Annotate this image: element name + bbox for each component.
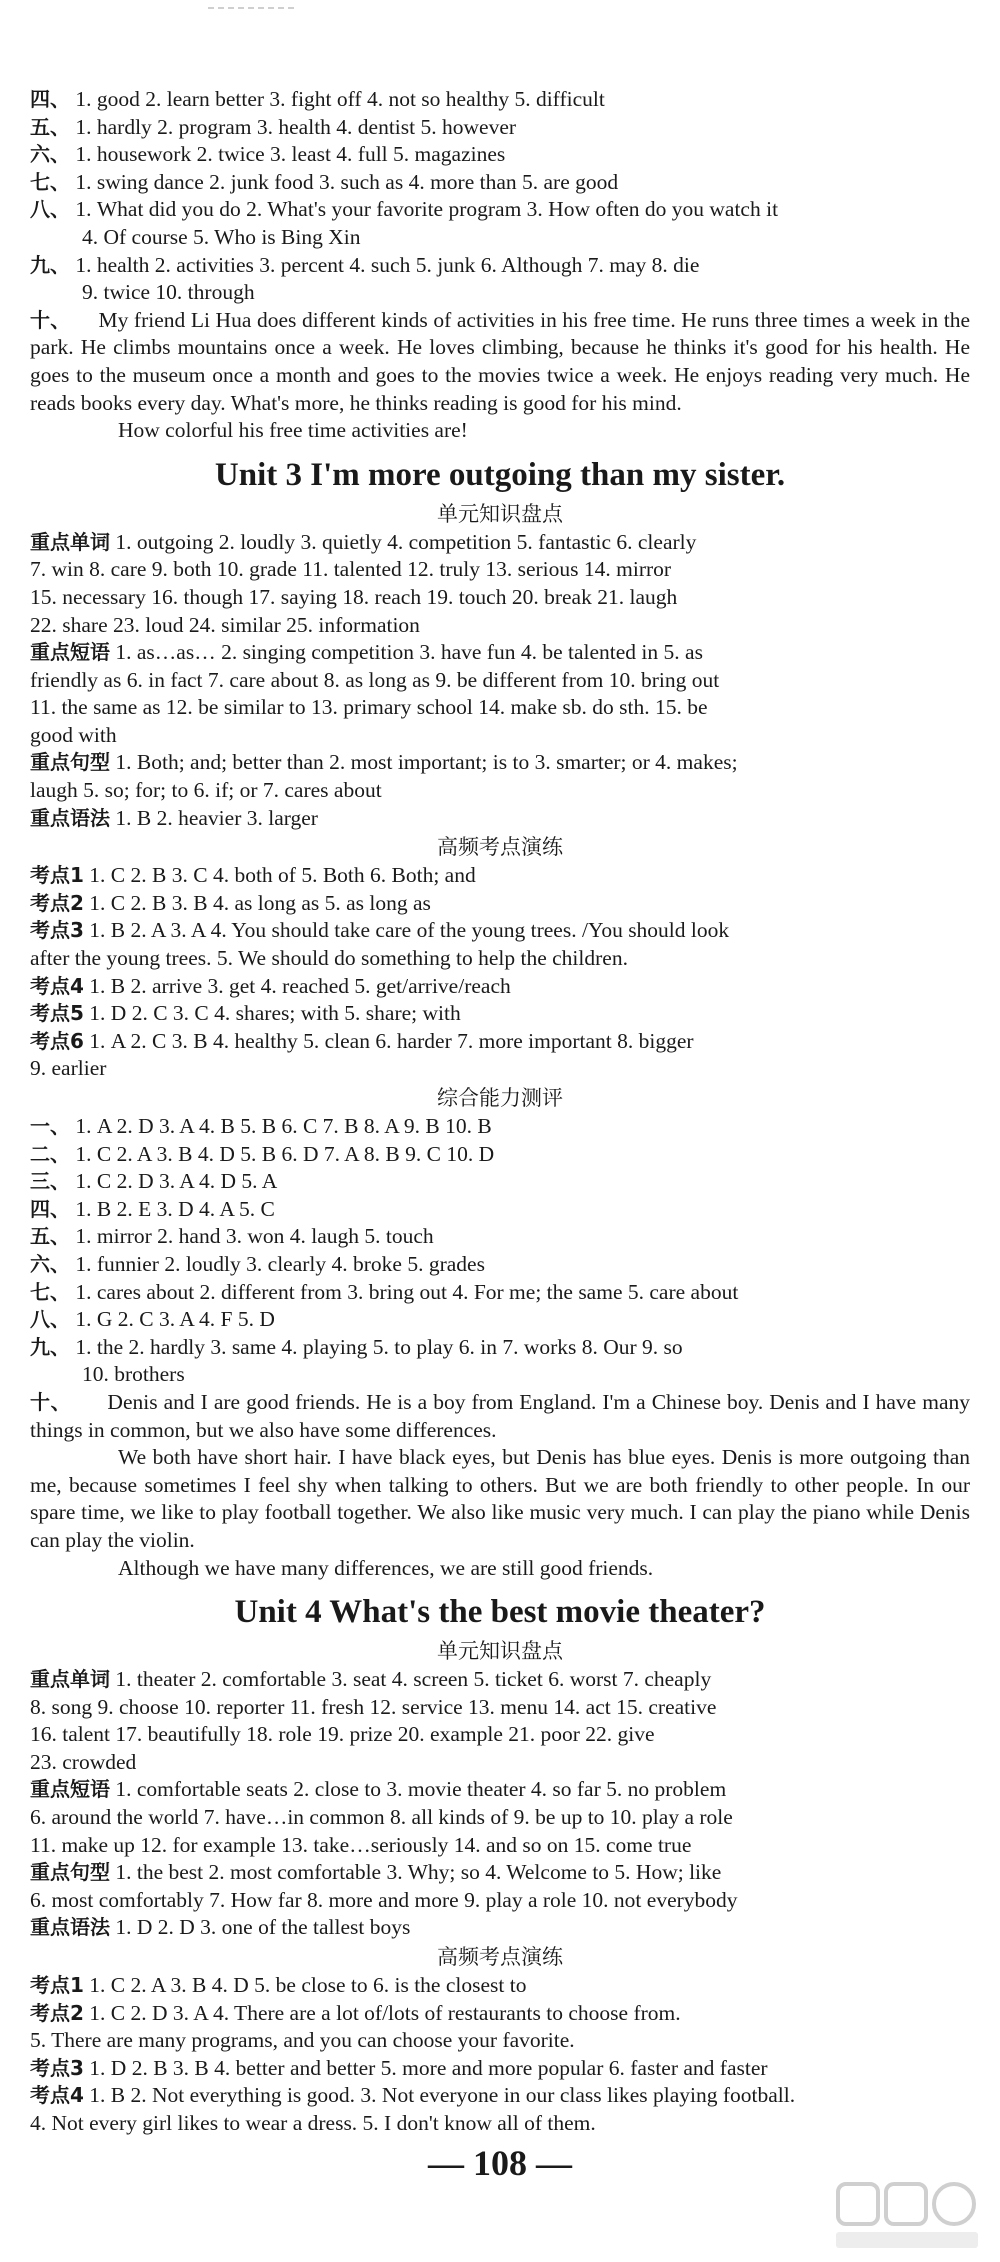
- question-label: 六、: [30, 1251, 70, 1276]
- answer-text: 16. talent 17. beautifully 18. role 19. prize 20. example 21. poor 22. give: [30, 1722, 655, 1747]
- answer-text: 1. as…as… 2. singing competition 3. have fun 4. be talented in 5. as: [115, 640, 703, 665]
- question-label: 八、: [30, 197, 70, 222]
- answer-line: [30, 2082, 970, 2110]
- answer-text: 1. good 2. learn better 3. fight off 4. not so healthy 5. difficult: [75, 87, 605, 111]
- answer-line: [30, 1306, 970, 1334]
- answer-text: 1. D 2. B 3. B 4. better and better 5. more and more popular 6. faster and faster: [89, 2055, 768, 2080]
- answer-line: [30, 114, 970, 142]
- answer-text: 1. C 2. B 3. B 4. as long as 5. as long as: [89, 890, 431, 915]
- answer-text: 1. housework 2. twice 3. least 4. full 5. magazines: [75, 142, 506, 167]
- question-label: 七、: [30, 1279, 70, 1304]
- essay-closing: How colorful his free time activities are!: [118, 418, 468, 443]
- answer-text: 10. brothers: [82, 1362, 185, 1387]
- answer-line: [30, 556, 970, 584]
- answer-text: 1. D 2. C 3. C 4. shares; with 5. share; with: [89, 1001, 461, 1026]
- answer-line: [30, 1804, 970, 1832]
- answer-line: [30, 1887, 970, 1915]
- answer-line: [30, 1832, 970, 1860]
- question-label: 重点单词: [30, 529, 110, 554]
- essay-paragraph: [30, 1389, 970, 1444]
- answer-text: friendly as 6. in fact 7. care about 8. as long as 9. be different from 10. bring out: [30, 667, 720, 692]
- answer-text: 1. C 2. A 3. B 4. D 5. be close to 6. is the closest to: [89, 1973, 527, 1998]
- question-label: 五、: [30, 1224, 70, 1249]
- question-label: 考点2: [30, 2000, 84, 2025]
- answer-line: [30, 1028, 970, 1056]
- question-label: 五、: [30, 114, 70, 139]
- question-label: 考点4: [30, 973, 84, 998]
- answer-line: [30, 1859, 970, 1887]
- essay-text: My friend Li Hua does different kinds of activities in his free time. He runs three times a week in the park. He climbs mountains once a week. He loves climbing, because he thinks it's good for his health. He goes to the museum once a month and goes to the movies twice a week. He enjoys reading very much. He reads books every day. What's more, he thinks reading is good for his mind.: [30, 307, 971, 415]
- question-label: 二、: [30, 1141, 70, 1166]
- watermark-logo-icon: [832, 2178, 982, 2252]
- scan-mark: [208, 4, 294, 12]
- question-label: 九、: [30, 1334, 70, 1359]
- answer-text: 11. make up 12. for example 13. take…seriously 14. and so on 15. come true: [30, 1832, 692, 1857]
- answer-line: [30, 2110, 970, 2138]
- answer-line: [30, 529, 970, 557]
- unit-3-title: Unit 3 I'm more outgoing than my sister.: [214, 456, 786, 493]
- answer-text: 11. the same as 12. be similar to 13. primary school 14. make sb. do sth. 15. be: [30, 695, 708, 720]
- answer-key-page: [30, 86, 970, 2138]
- essay-text: Denis and I are good friends. He is a boy from England. I'm a Chinese boy. Denis and I have many things in common, but we also have some differences.: [30, 1389, 971, 1442]
- answer-line: [30, 945, 970, 973]
- answer-line: [30, 1721, 970, 1749]
- answer-line: [30, 252, 970, 280]
- answer-text: 1. C 2. B 3. C 4. both of 5. Both 6. Both; and: [89, 863, 476, 888]
- answer-line: [30, 1749, 970, 1777]
- answer-line: [30, 2027, 970, 2055]
- answer-text: 22. share 23. loud 24. similar 25. information: [30, 612, 420, 637]
- essay-text: Although we have many differences, we are still good friends.: [118, 1555, 654, 1580]
- answer-line: [30, 1279, 970, 1307]
- answer-line: [30, 917, 970, 945]
- answer-line: [30, 1251, 970, 1279]
- answer-text: 1. B 2. E 3. D 4. A 5. C: [75, 1196, 275, 1221]
- answer-line: [30, 1000, 970, 1028]
- answer-text: 9. twice 10. through: [82, 280, 255, 305]
- answer-line: [30, 667, 970, 695]
- answer-text: 1. the best 2. most comfortable 3. Why; so 4. Welcome to 5. How; like: [115, 1860, 722, 1885]
- answer-line: [30, 279, 970, 307]
- answer-line: [30, 973, 970, 1001]
- essay-paragraph: [30, 1555, 970, 1583]
- answer-text: 1. D 2. D 3. one of the tallest boys: [115, 1915, 411, 1940]
- answer-line: [30, 1196, 970, 1224]
- answer-line: [30, 584, 970, 612]
- answer-text: 1. funnier 2. loudly 3. clearly 4. broke 5. grades: [75, 1251, 485, 1276]
- answer-line: [30, 1223, 970, 1251]
- answer-line: [30, 722, 970, 750]
- answer-text: laugh 5. so; for; to 6. if; or 7. cares about: [30, 778, 382, 803]
- page-number: — 108 —: [428, 2143, 572, 2183]
- unit-4-title: Unit 4 What's the best movie theater?: [234, 1594, 766, 1631]
- question-label: 三、: [30, 1169, 70, 1194]
- answer-text: 9. earlier: [30, 1056, 107, 1081]
- question-label: 十、: [30, 1389, 72, 1414]
- question-label: 重点语法: [30, 805, 110, 830]
- answer-line: [30, 1334, 970, 1362]
- answer-text: 1. What did you do 2. What's your favorite program 3. How often do you watch it: [75, 197, 779, 222]
- answer-line: [30, 862, 970, 890]
- question-label: 重点句型: [30, 750, 110, 775]
- answer-text: 1. B 2. A 3. A 4. You should take care of the young trees. /You should look: [89, 918, 730, 943]
- answer-text: 1. A 2. D 3. A 4. B 5. B 6. C 7. B 8. A 9. B 10. B: [75, 1114, 492, 1138]
- answer-line: [30, 1361, 970, 1389]
- answer-text: 7. win 8. care 9. both 10. grade 11. talented 12. truly 13. serious 14. mirror: [30, 557, 672, 582]
- answer-text: 1. swing dance 2. junk food 3. such as 4. more than 5. are good: [75, 169, 619, 194]
- question-label: 四、: [30, 1196, 70, 1221]
- question-label: 重点短语: [30, 640, 110, 665]
- answer-text: good with: [30, 722, 117, 747]
- answer-line: [30, 2055, 970, 2083]
- question-label: 重点单词: [30, 1667, 110, 1692]
- answer-line: [30, 639, 970, 667]
- answer-text: 1. the 2. hardly 3. same 4. playing 5. to play 6. in 7. works 8. Our 9. so: [75, 1334, 683, 1359]
- question-label: 重点语法: [30, 1915, 110, 1940]
- answer-line: [30, 1141, 970, 1169]
- question-label: 九、: [30, 252, 70, 277]
- answer-text: 1. B 2. Not everything is good. 3. Not everyone in our class likes playing football.: [89, 2083, 796, 2108]
- answer-text: 1. C 2. A 3. B 4. D 5. B 6. D 7. A 8. B 9. C 10. D: [75, 1141, 495, 1166]
- section-title-knowledge: 单元知识盘点: [437, 501, 563, 526]
- answer-line: [30, 224, 970, 252]
- essay-paragraph: [30, 1444, 970, 1554]
- answer-text: after the young trees. 5. We should do something to help the children.: [30, 946, 628, 971]
- answer-text: 4. Not every girl likes to wear a dress. 5. I don't know all of them.: [30, 2111, 596, 2135]
- answer-line: [30, 141, 970, 169]
- answer-line: [30, 169, 970, 197]
- question-label: 重点句型: [30, 1860, 110, 1885]
- essay-paragraph: [30, 307, 970, 417]
- answer-text: 1. comfortable seats 2. close to 3. movie theater 4. so far 5. no problem: [115, 1777, 727, 1802]
- answer-line: [30, 196, 970, 224]
- question-label: 考点1: [30, 863, 84, 888]
- answer-line: [30, 1168, 970, 1196]
- answer-text: 1. health 2. activities 3. percent 4. such 5. junk 6. Although 7. may 8. die: [75, 252, 700, 277]
- answer-text: 1. outgoing 2. loudly 3. quietly 4. competition 5. fantastic 6. clearly: [115, 529, 697, 554]
- answer-text: 1. cares about 2. different from 3. bring out 4. For me; the same 5. care about: [75, 1279, 739, 1304]
- answer-text: 6. around the world 7. have…in common 8. all kinds of 9. be up to 10. play a role: [30, 1805, 733, 1830]
- question-label: 十、: [30, 307, 71, 332]
- answer-line: [30, 1776, 970, 1804]
- answer-text: 1. theater 2. comfortable 3. seat 4. screen 5. ticket 6. worst 7. cheaply: [115, 1667, 712, 1692]
- answer-text: 15. necessary 16. though 17. saying 18. reach 19. touch 20. break 21. laugh: [30, 584, 678, 609]
- question-label: 重点短语: [30, 1777, 110, 1802]
- answer-text: 1. B 2. heavier 3. larger: [115, 805, 318, 830]
- answer-line: [30, 890, 970, 918]
- question-label: 考点6: [30, 1028, 84, 1053]
- answer-text: 1. hardly 2. program 3. health 4. dentist 5. however: [75, 114, 517, 139]
- answer-line: [30, 1914, 970, 1942]
- question-label: 考点3: [30, 918, 84, 943]
- answer-text: 1. Both; and; better than 2. most important; is to 3. smarter; or 4. makes;: [115, 750, 738, 775]
- answer-text: 1. B 2. arrive 3. get 4. reached 5. get/arrive/reach: [89, 973, 511, 998]
- question-label: 考点2: [30, 890, 84, 915]
- answer-line: [30, 805, 970, 833]
- answer-line: [30, 1694, 970, 1722]
- question-label: 考点5: [30, 1001, 84, 1026]
- question-label: 考点1: [30, 1973, 84, 1998]
- answer-line: [30, 1972, 970, 2000]
- answer-line: [30, 777, 970, 805]
- answer-text: 1. C 2. D 3. A 4. D 5. A: [75, 1169, 278, 1194]
- essay-text: We both have short hair. I have black eyes, but Denis has blue eyes. Denis is more outgoing than me, because sometimes I feel shy when talking to others. But we are both friendly to other people. In our spare time, we like to play football together. We also like music very much. I can play the piano while Denis can play the violin.: [30, 1445, 970, 1552]
- answer-text: 4. Of course 5. Who is Bing Xin: [82, 224, 361, 249]
- section-title-exam-points: 高频考点演练: [437, 1945, 563, 1970]
- question-label: 考点4: [30, 2083, 84, 2108]
- answer-line: [30, 1055, 970, 1083]
- answer-text: 8. song 9. choose 10. reporter 11. fresh 12. service 13. menu 14. act 15. creative: [30, 1694, 717, 1719]
- answer-text: 1. A 2. C 3. B 4. healthy 5. clean 6. harder 7. more important 8. bigger: [89, 1028, 694, 1053]
- question-label: 七、: [30, 169, 70, 194]
- question-label: 考点3: [30, 2055, 84, 2080]
- answer-line: [30, 86, 970, 114]
- answer-text: 23. crowded: [30, 1749, 137, 1774]
- answer-text: 1. C 2. D 3. A 4. There are a lot of/lots of restaurants to choose from.: [89, 2000, 681, 2025]
- answer-text: 1. mirror 2. hand 3. won 4. laugh 5. touch: [75, 1224, 434, 1249]
- section-title-ability-test: 综合能力测评: [437, 1086, 563, 1110]
- answer-line: [30, 612, 970, 640]
- section-title-exam-points: 高频考点演练: [437, 835, 563, 860]
- answer-text: 1. G 2. C 3. A 4. F 5. D: [75, 1307, 275, 1332]
- answer-text: 6. most comfortably 7. How far 8. more and more 9. play a role 10. not everybody: [30, 1887, 738, 1912]
- question-label: 六、: [30, 142, 70, 167]
- answer-line: [30, 694, 970, 722]
- answer-text: 5. There are many programs, and you can choose your favorite.: [30, 2028, 575, 2053]
- question-label: 四、: [30, 87, 70, 111]
- question-label: 八、: [30, 1307, 70, 1332]
- answer-line: [30, 749, 970, 777]
- answer-line: [30, 1666, 970, 1694]
- answer-line: [30, 2000, 970, 2028]
- section-title-knowledge: 单元知识盘点: [437, 1639, 563, 1664]
- answer-line: [30, 1113, 970, 1141]
- question-label: 一、: [30, 1114, 70, 1138]
